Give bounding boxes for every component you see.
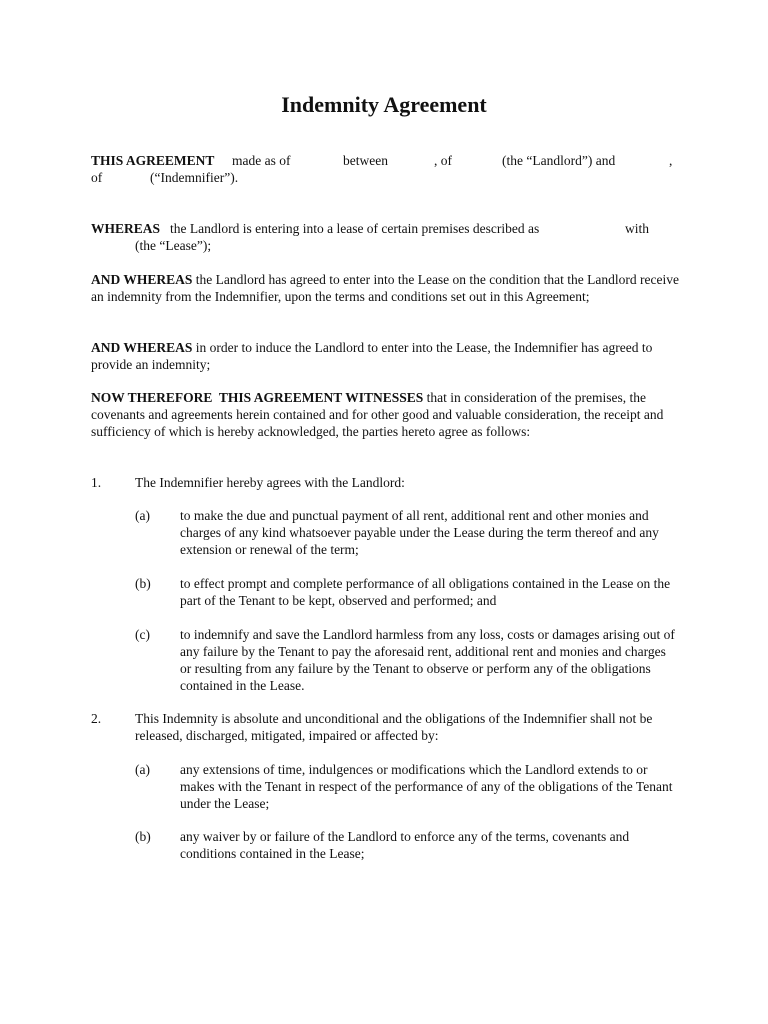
indemnifier-definition: (“Indemnifier”). bbox=[150, 170, 239, 185]
and-whereas-lead: AND WHEREAS bbox=[91, 340, 193, 355]
intro-made-as-of: made as of bbox=[232, 153, 291, 168]
whereas-lead: WHEREAS bbox=[91, 221, 161, 236]
sub-item-text: to effect prompt and complete performance of all obligations contained in the Lease on the part of the Tenant to be kept, observed and performed; and bbox=[180, 576, 671, 608]
now-therefore-text: that in consideration of the premises, the covenants and agreements herein contained and for other good and valuable consideration, the receipt and sufficiency of which is hereby acknowledged, the parties hereto agree as follows: bbox=[91, 390, 664, 439]
landlord-definition: (the “Landlord”) and bbox=[502, 153, 616, 168]
sub-item-text: any extensions of time, indulgences or modifications which the Landlord extends to or makes with the Tenant in respect of the performance of any of the obligations of the Tenant under the Lease; bbox=[180, 762, 673, 811]
sub-item-label: (a) bbox=[135, 508, 150, 523]
intro-comma: , bbox=[669, 153, 673, 168]
clause-number: 1. bbox=[91, 475, 102, 490]
intro-of: , of bbox=[434, 153, 452, 168]
clause-number: 2. bbox=[91, 711, 102, 726]
whereas-paragraph-3 bbox=[91, 339, 681, 373]
clause-text: The Indemnifier hereby agrees with the Landlord: bbox=[135, 475, 405, 490]
now-therefore-paragraph bbox=[91, 389, 681, 440]
whereas-2-text: the Landlord has agreed to enter into the Lease on the condition that the Landlord receive an indemnity from the Indemnifier, upon the terms and conditions set out in this Agreement; bbox=[91, 272, 679, 304]
sub-item-label: (b) bbox=[135, 576, 151, 591]
document-title: Indemnity Agreement bbox=[281, 92, 487, 117]
whereas-text: the Landlord is entering into a lease of certain premises described as bbox=[170, 221, 540, 236]
lease-definition: (the “Lease”); bbox=[135, 238, 212, 253]
intro-between: between bbox=[343, 153, 388, 168]
sub-item-text: to make the due and punctual payment of all rent, additional rent and other monies and charges of any kind whatsoever payable under the Lease during the term thereof and any extension or renewal of the term; bbox=[180, 508, 659, 557]
sub-item-text: any waiver by or failure of the Landlord to enforce any of the terms, covenants and conditions contained in the Lease; bbox=[180, 829, 630, 861]
whereas-with: with bbox=[625, 221, 650, 236]
clause-text: This Indemnity is absolute and unconditional and the obligations of the Indemnifier shall not be released, discharged, mitigated, impaired or affected by: bbox=[135, 711, 653, 743]
whereas-3-text: in order to induce the Landlord to enter into the Lease, the Indemnifier has agreed to provide an indemnity; bbox=[91, 340, 653, 372]
sub-item-label: (c) bbox=[135, 627, 150, 642]
sub-item-label: (b) bbox=[135, 829, 151, 844]
and-whereas-lead: AND WHEREAS bbox=[91, 272, 193, 287]
intro-lead: THIS AGREEMENT bbox=[91, 153, 215, 168]
now-therefore-lead: NOW THEREFORE THIS AGREEMENT WITNESSES bbox=[91, 390, 424, 405]
sub-item-text: to indemnify and save the Landlord harmless from any loss, costs or damages arising out of any failure by the Tenant to pay the aforesaid rent, additional rent and monies and charges or resulting from any failure by the Tenant to observe or perform any of the obligations contained in the Lease. bbox=[180, 627, 675, 693]
sub-item-label: (a) bbox=[135, 762, 150, 777]
intro-of-second: of bbox=[91, 170, 103, 185]
whereas-paragraph-2 bbox=[91, 271, 681, 305]
